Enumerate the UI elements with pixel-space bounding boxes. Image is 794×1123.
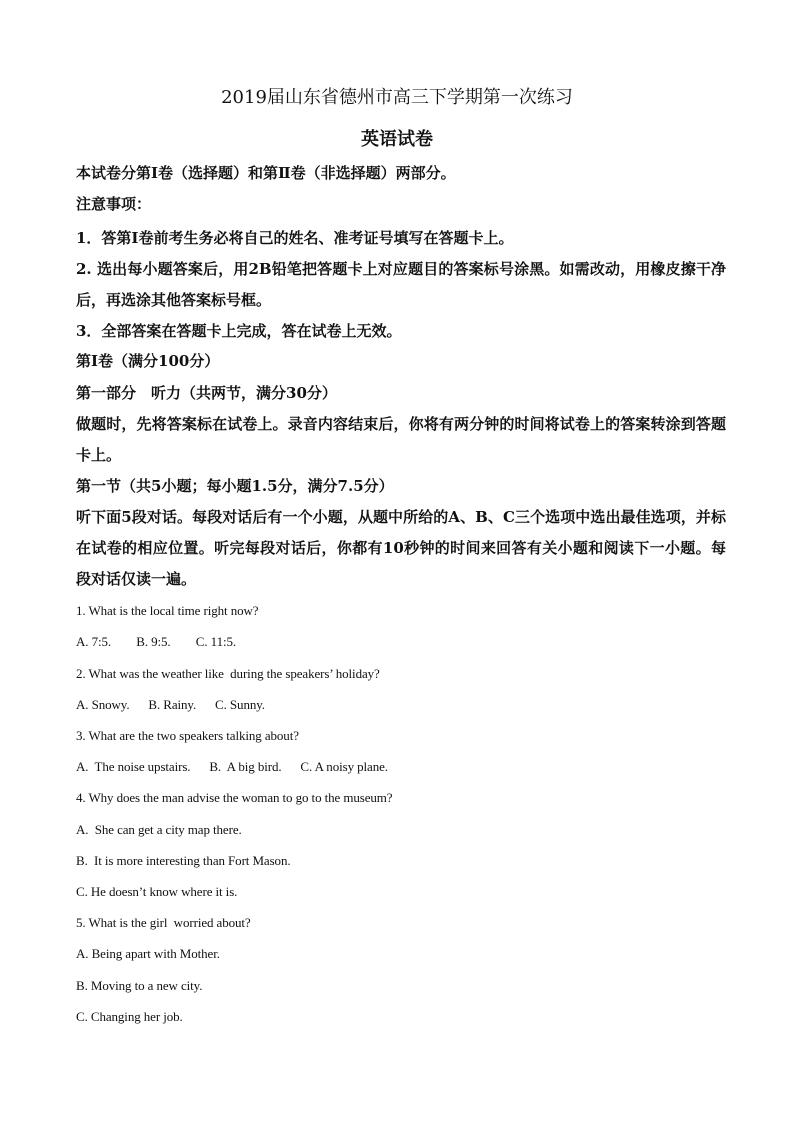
subsection-heading: 第一节（共5小题；每小题1.5分，满分7.5分）	[76, 477, 394, 495]
question-2-stem: 2. What was the weather like during the speakers’ holiday?	[76, 666, 380, 681]
note-1: 1．答第Ⅰ卷前考生务必将自己的姓名、准考证号填写在答题卡上。	[76, 229, 514, 247]
question-5-option-b: B. Moving to a new city.	[76, 978, 203, 993]
section-instructions: 做题时，先将答案标在试卷上。录音内容结束后，你将有两分钟的时间将试卷上的答案转涂到答题卡上。	[76, 415, 726, 464]
question-4-option-c: C. He doesn’t know where it is.	[76, 884, 238, 899]
question-5-option-a: A. Being apart with Mother.	[76, 946, 220, 961]
note-2: 2. 选出每小题答案后，用2B铅笔把答题卡上对应题目的答案标号涂黑。如需改动，用橡皮擦干净后，再选涂其他答案标号框。	[76, 260, 726, 309]
question-1-stem: 1. What is the local time right now?	[76, 603, 259, 618]
question-5-option-c: C. Changing her job.	[76, 1009, 183, 1024]
question-3-options: A. The noise upstairs. B. A big bird. C. A noisy plane.	[76, 759, 388, 774]
notes-heading: 注意事项：	[76, 195, 152, 213]
exam-title: 2019届山东省德州市高三下学期第一次练习	[221, 87, 573, 108]
paper-structure-text: 本试卷分第Ⅰ卷（选择题）和第Ⅱ卷（非选择题）两部分。	[76, 164, 456, 182]
question-3-stem: 3. What are the two speakers talking about?	[76, 728, 299, 743]
exam-subtitle: 英语试卷	[361, 129, 433, 150]
volume-heading: 第Ⅰ卷（满分100分）	[76, 352, 220, 370]
question-4-stem: 4. Why does the man advise the woman to go to the museum?	[76, 790, 393, 805]
question-4-option-a: A. She can get a city map there.	[76, 822, 242, 837]
question-5-stem: 5. What is the girl worried about?	[76, 915, 251, 930]
question-2-options: A. Snowy. B. Rainy. C. Sunny.	[76, 697, 265, 712]
subsection-instructions: 听下面5段对话。每段对话后有一个小题，从题中所给的A、B、C三个选项中选出最佳选项，并标在试卷的相应位置。听完每段对话后，你都有10秒钟的时间来回答有关小题和阅读下一小题。每段对话仅读一遍。	[76, 508, 726, 588]
note-3: 3．全部答案在答题卡上完成，答在试卷上无效。	[76, 322, 402, 340]
question-1-options: A. 7:5. B. 9:5. C. 11:5.	[76, 634, 237, 649]
question-4-option-b: B. It is more interesting than Fort Mason.	[76, 853, 291, 868]
section-heading: 第一部分 听力（共两节，满分30分）	[76, 384, 337, 402]
